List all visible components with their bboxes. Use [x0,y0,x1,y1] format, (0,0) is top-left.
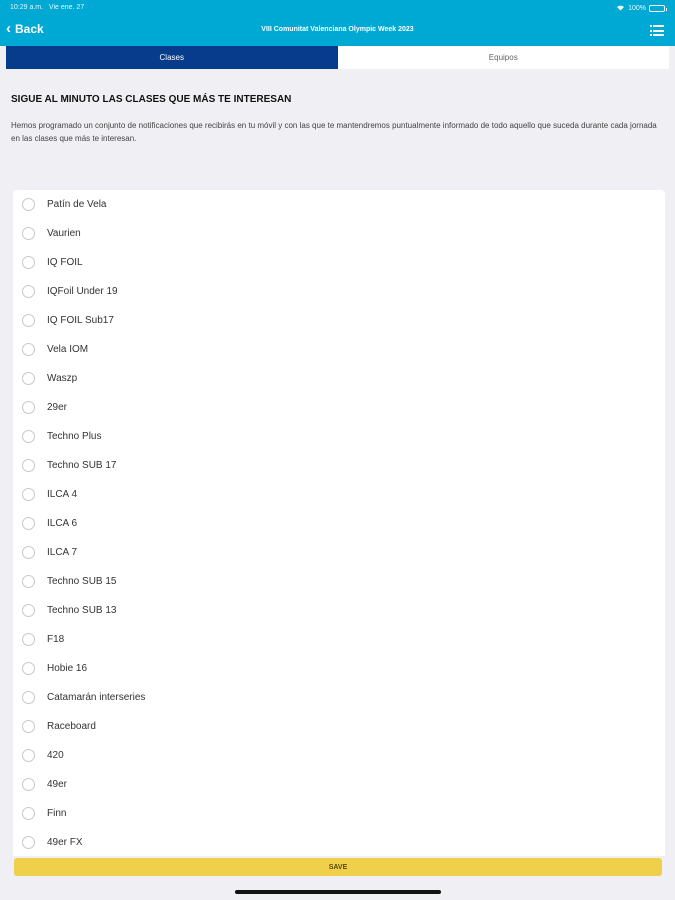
list-item[interactable] [13,248,665,277]
tab-bar [6,46,669,69]
list-menu-icon[interactable] [650,25,664,36]
radio-button[interactable] [22,720,35,733]
list-item-label: Vaurien [47,228,81,239]
radio-button[interactable] [22,778,35,791]
list-item-label: Finn [47,808,67,819]
list-item-label: IQ FOIL Sub17 [47,315,114,326]
list-item[interactable] [13,277,665,306]
back-label: Back [15,21,44,36]
list-item-label: Techno SUB 13 [47,605,117,616]
save-button[interactable]: SAVE [14,858,662,876]
list-item-label: 29er [47,402,68,413]
list-item[interactable] [13,567,665,596]
list-item[interactable] [13,219,665,248]
radio-button[interactable] [22,517,35,530]
list-item[interactable] [13,596,665,625]
radio-button[interactable] [22,459,35,472]
status-time-date [10,4,84,11]
radio-button[interactable] [22,836,35,849]
radio-button[interactable] [22,633,35,646]
intro-text: Hemos programado un conjunto de notificaciones que recibirás en tu móvil y con las que te mantendremos puntualmente informado de todo aquello que suceda durante cada jornada en las clases que más te interesan. [11,121,657,143]
battery-icon [649,5,665,12]
page-title: VIII Comunitat Valenciana Olympic Week 2023 [261,26,414,33]
list-item[interactable] [13,625,665,654]
status-time: 10:29 a.m. [10,4,44,11]
section-heading: SIGUE AL MINUTO LAS CLASES QUE MÁS TE INTERESAN [11,94,292,105]
status-bar [0,4,675,14]
list-item-label: Techno SUB 15 [47,576,117,587]
list-item[interactable] [13,190,665,219]
chevron-left-icon: ‹ [6,20,11,37]
radio-button[interactable] [22,372,35,385]
list-item-label: 49er FX [47,837,83,848]
radio-button[interactable] [22,488,35,501]
home-indicator [235,890,441,894]
radio-button[interactable] [22,343,35,356]
radio-button[interactable] [22,807,35,820]
list-item[interactable] [13,393,665,422]
list-item-label: Techno Plus [47,431,102,442]
radio-button[interactable] [22,430,35,443]
list-item-label: Techno SUB 17 [47,460,117,471]
list-item-label: 420 [47,750,64,761]
radio-button[interactable] [22,314,35,327]
list-item-label: 49er [47,779,68,790]
list-item-label: Catamarán interseries [47,692,146,703]
list-item[interactable] [13,799,665,828]
tab-clases[interactable]: Clases [6,46,338,69]
list-item[interactable] [13,538,665,567]
list-item[interactable] [13,480,665,509]
battery-percent: 100% [628,5,646,12]
wifi-icon [616,4,625,13]
list-item-label: IQ FOIL [47,257,83,268]
list-item[interactable] [13,683,665,712]
nav-bar [0,19,675,43]
list-item-label: Hobie 16 [47,663,88,674]
list-item-label: F18 [47,634,65,645]
radio-button[interactable] [22,227,35,240]
status-right [616,4,665,13]
radio-button[interactable] [22,198,35,211]
list-item[interactable] [13,770,665,799]
list-item[interactable] [13,364,665,393]
list-item[interactable] [13,509,665,538]
radio-button[interactable] [22,256,35,269]
radio-button[interactable] [22,662,35,675]
list-item-label: ILCA 7 [47,547,78,558]
class-list [13,190,665,856]
tab-equipos[interactable]: Equipos [338,46,670,69]
radio-button[interactable] [22,401,35,414]
radio-button[interactable] [22,691,35,704]
list-item[interactable] [13,741,665,770]
radio-button[interactable] [22,604,35,617]
list-item[interactable] [13,828,665,856]
top-bar [0,0,675,46]
list-item[interactable] [13,335,665,364]
radio-button[interactable] [22,285,35,298]
list-item[interactable] [13,451,665,480]
radio-button[interactable] [22,575,35,588]
list-item-label: ILCA 6 [47,518,78,529]
list-item-label: Raceboard [47,721,96,732]
list-item[interactable] [13,422,665,451]
list-item[interactable] [13,306,665,335]
list-item[interactable] [13,712,665,741]
radio-button[interactable] [22,749,35,762]
list-item-label: Vela IOM [47,344,89,355]
list-item-label: Waszp [47,373,78,384]
list-item-label: ILCA 4 [47,489,78,500]
list-item-label: IQFoil Under 19 [47,286,118,297]
list-item[interactable] [13,654,665,683]
status-date: Vie ene. 27 [48,4,85,11]
radio-button[interactable] [22,546,35,559]
list-item-label: Patín de Vela [47,199,107,210]
